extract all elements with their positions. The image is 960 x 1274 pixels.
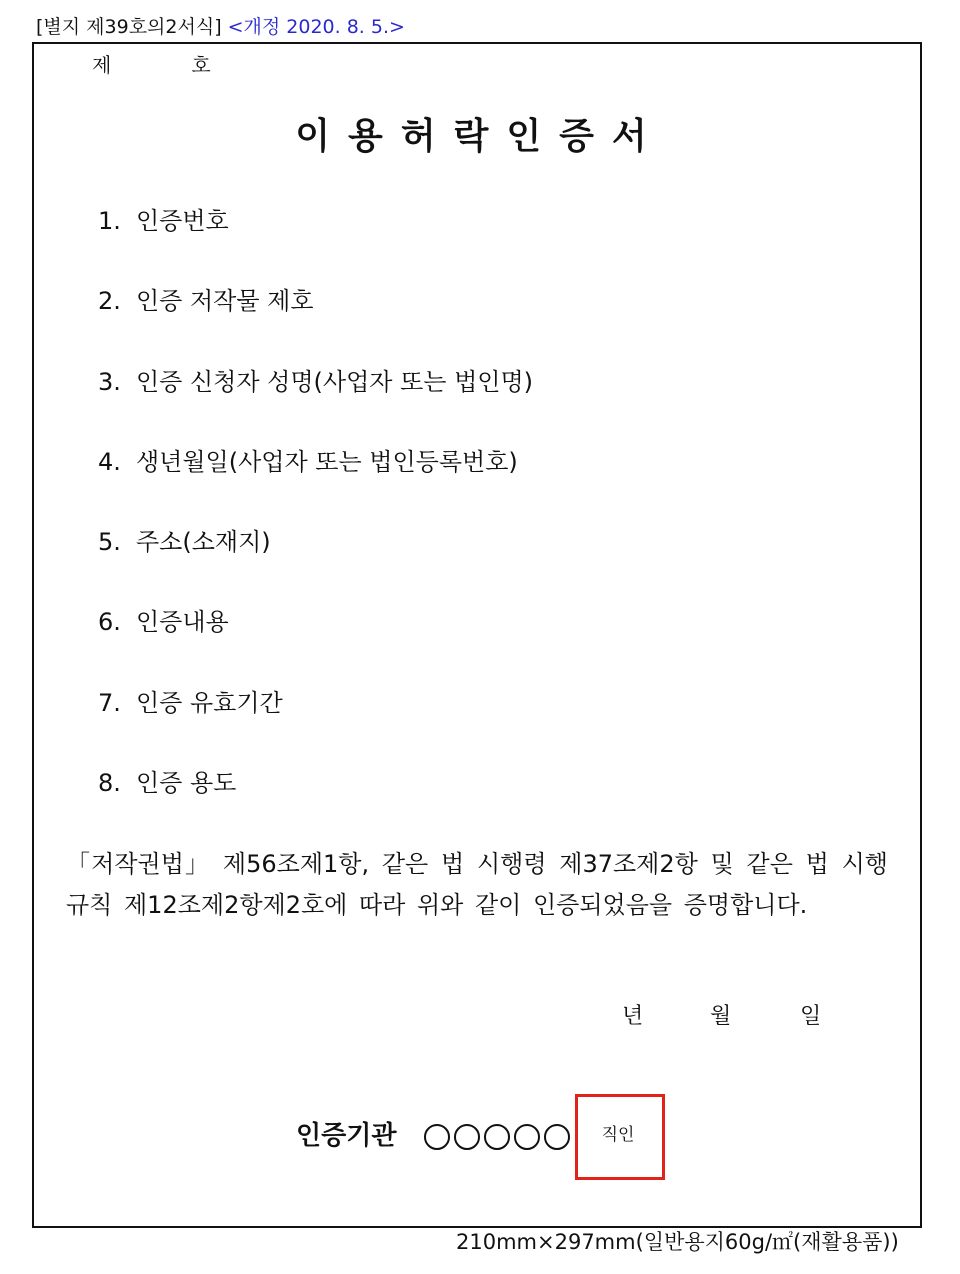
item-number: 1. — [98, 207, 121, 235]
doc-number-prefix: 제 — [92, 53, 112, 77]
form-header — [36, 14, 405, 40]
item-applicant-name — [98, 364, 533, 444]
date-day: 일 — [800, 1004, 822, 1029]
item-certification-number — [98, 203, 533, 283]
document-number — [92, 52, 211, 78]
date-month: 월 — [710, 1004, 732, 1029]
seal-label: 직인 — [601, 1125, 635, 1145]
item-label: 인증 유효기간 — [136, 688, 283, 717]
item-number: 8. — [98, 769, 121, 798]
item-purpose — [98, 765, 533, 845]
issuer-label: 인증기관 — [296, 1121, 397, 1151]
item-validity-period — [98, 685, 533, 765]
item-number: 7. — [98, 688, 121, 717]
item-number: 2. — [98, 287, 121, 316]
issuer-name-placeholder — [424, 1124, 570, 1150]
doc-number-suffix: 호 — [191, 53, 211, 77]
placeholder-circle — [424, 1124, 450, 1150]
item-label: 생년월일(사업자 또는 법인등록번호) — [136, 447, 518, 476]
revision-note: <개정 2020. 8. 5.> — [227, 16, 405, 38]
certification-statement: 「저작권법」 제56조제1항, 같은 법 시행령 제37조제2항 및 같은 법 시행규칙 제12조제2항제2호에 따라 위와 같이 인증되었음을 증명합니다. — [66, 850, 888, 919]
item-certification-content — [98, 604, 533, 684]
item-number: 6. — [98, 608, 121, 637]
date-year: 년 — [622, 1004, 644, 1029]
placeholder-circle — [544, 1124, 570, 1150]
placeholder-circle — [484, 1124, 510, 1150]
item-label: 주소(소재지) — [136, 528, 271, 557]
certificate-items — [98, 203, 533, 845]
item-number: 4. — [98, 447, 121, 476]
item-label: 인증 신청자 성명(사업자 또는 법인명) — [136, 367, 534, 396]
form-label: [별지 제39호의2서식] — [36, 16, 222, 38]
item-number: 3. — [98, 367, 121, 396]
paper-spec: 210mm×297mm(일반용지60g/㎡(재활용품)) — [456, 1230, 899, 1254]
item-work-title — [98, 283, 533, 363]
item-number: 5. — [98, 528, 121, 557]
item-label: 인증 용도 — [136, 769, 237, 798]
item-address — [98, 524, 533, 604]
item-label: 인증 저작물 제호 — [136, 287, 314, 316]
item-birth-date — [98, 444, 533, 524]
document-title: 이용허락인증서 — [295, 116, 665, 157]
official-seal-box — [575, 1094, 665, 1180]
item-label: 인증내용 — [136, 608, 229, 637]
placeholder-circle — [514, 1124, 540, 1150]
item-label: 인증번호 — [136, 207, 229, 235]
placeholder-circle — [454, 1124, 480, 1150]
